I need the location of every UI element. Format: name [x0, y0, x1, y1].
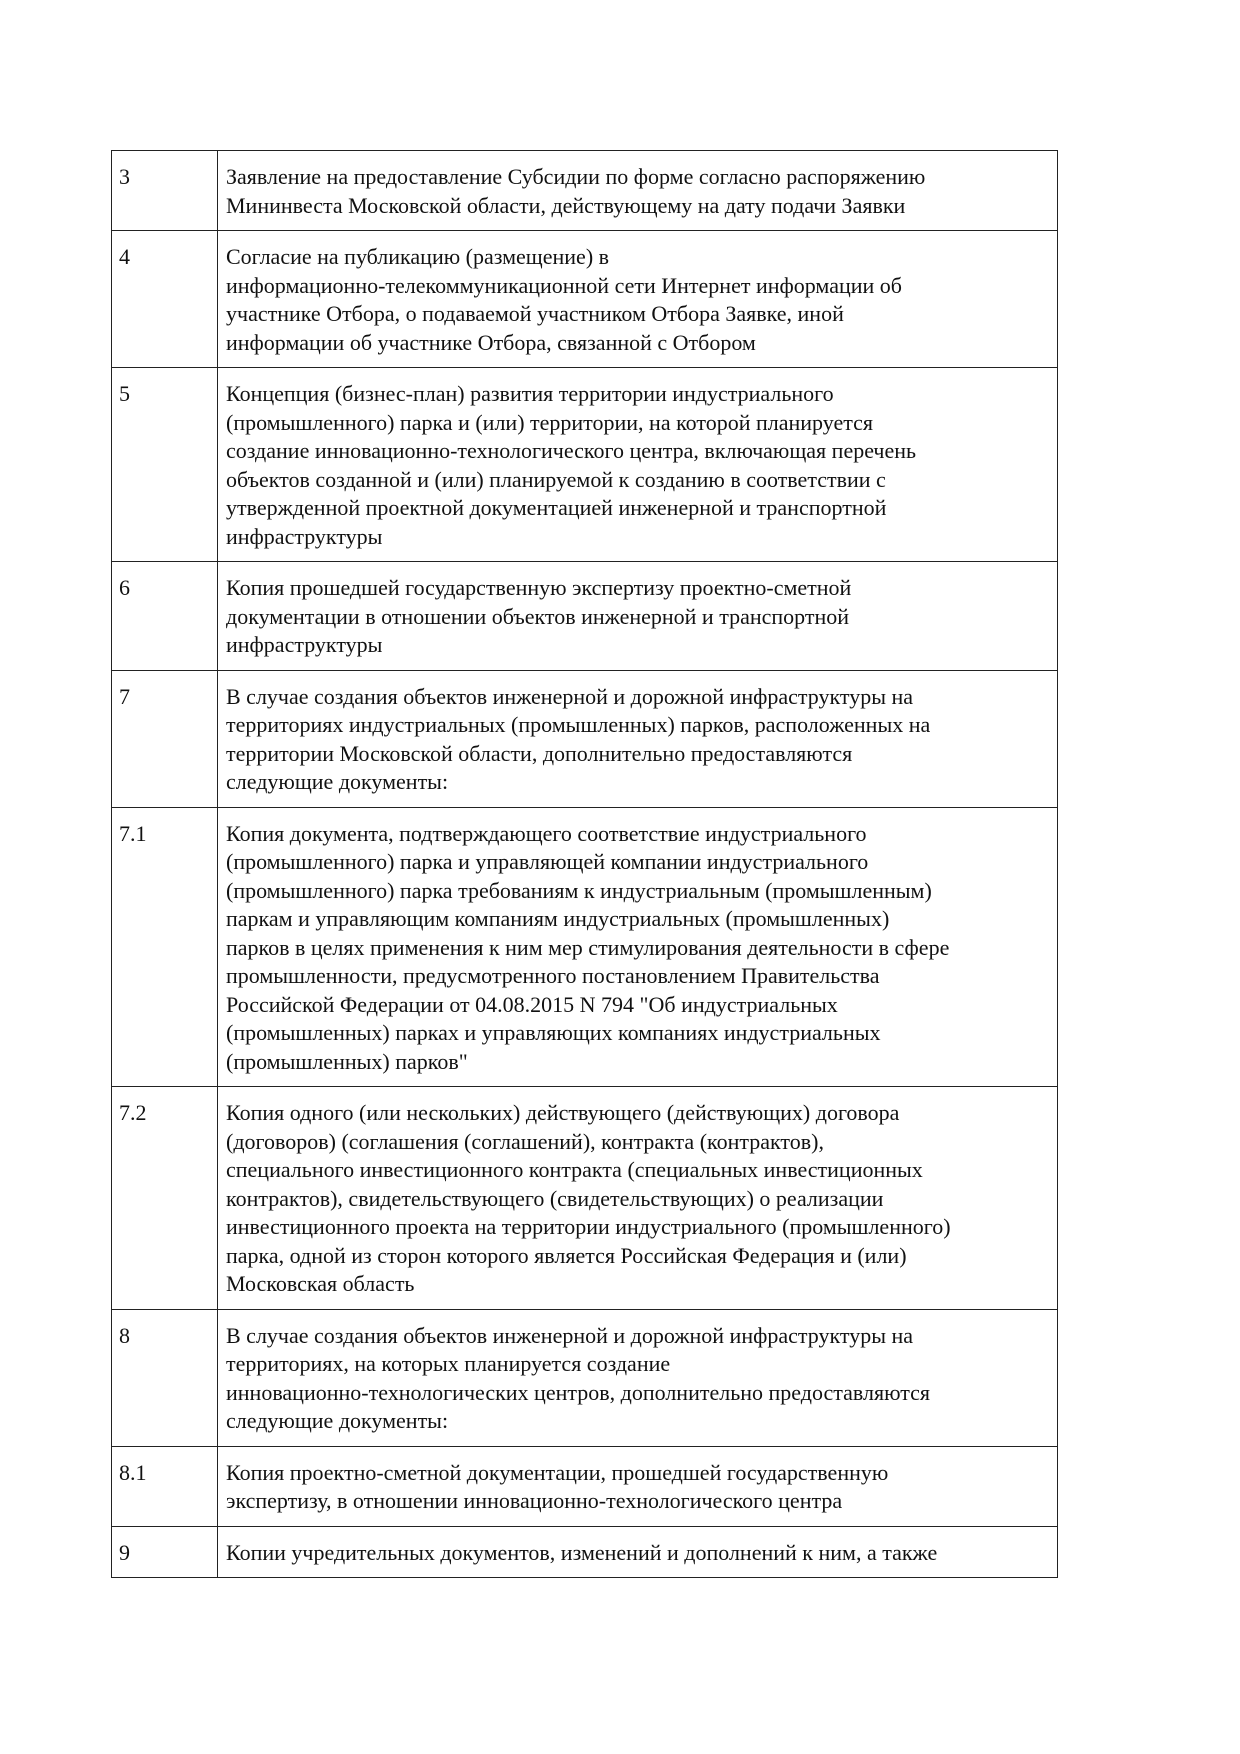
- row-number: 3: [112, 151, 218, 231]
- row-text: Копия документа, подтверждающего соответствие индустриального (промышленного) парка и управляющей компании индустриального (промышленного) парка требованиям к индустриальным (промышленным) паркам и управляющим компаниям индустриальных (промышленных) парков в целях применения к ним мер стимулирования деятельности в сфере промышленности, предусмотренного постановлением Правительства Российской Федерации от 04.08.2015 N 794 "Об индустриальных (промышленных) парках и управляющих компаниях индустриальных (промышленных) парков": [218, 807, 1058, 1087]
- row-number: 7.1: [112, 807, 218, 1087]
- row-text: Копии учредительных документов, изменений и дополнений к ним, а также: [218, 1526, 1058, 1578]
- row-text: В случае создания объектов инженерной и дорожной инфраструктуры на территориях индустриальных (промышленных) парков, расположенных на территории Московской области, дополнительно предоставляются следующие документы:: [218, 670, 1058, 807]
- table-row: [112, 562, 1058, 671]
- table-row: [112, 670, 1058, 807]
- row-number: 9: [112, 1526, 218, 1578]
- row-text: Копия прошедшей государственную экспертизу проектно-сметной документации в отношении объектов инженерной и транспортной инфраструктуры: [218, 562, 1058, 671]
- table-row: [112, 1446, 1058, 1526]
- row-text: Согласие на публикацию (размещение) в информационно-телекоммуникационной сети Интернет информации об участнике Отбора, о подаваемой участником Отбора Заявке, иной информации об участнике Отбора, связанной с Отбором: [218, 231, 1058, 368]
- row-text: Концепция (бизнес-план) развития территории индустриального (промышленного) парка и (или) территории, на которой планируется создание инновационно-технологического центра, включающая перечень объектов созданной и (или) планируемой к созданию в соответствии с утвержденной проектной документацией инженерной и транспортной инфраструктуры: [218, 368, 1058, 562]
- row-text: Копия одного (или нескольких) действующего (действующих) договора (договоров) (соглашения (соглашений), контракта (контрактов), специального инвестиционного контракта (специальных инвестиционных контрактов), свидетельствующего (свидетельствующих) о реализации инвестиционного проекта на территории индустриального (промышленного) парка, одной из сторон которого является Российская Федерация и (или) Московская область: [218, 1087, 1058, 1310]
- row-text: В случае создания объектов инженерной и дорожной инфраструктуры на территориях, на которых планируется создание инновационно-технологических центров, дополнительно предоставляются следующие документы:: [218, 1309, 1058, 1446]
- documents-table: [111, 150, 1058, 1578]
- table-row: [112, 807, 1058, 1087]
- documents-table-body: [112, 151, 1058, 1578]
- table-row: [112, 1087, 1058, 1310]
- table-row: [112, 1309, 1058, 1446]
- table-row: [112, 1526, 1058, 1578]
- row-number: 7.2: [112, 1087, 218, 1310]
- table-row: [112, 368, 1058, 562]
- table-row: [112, 151, 1058, 231]
- row-number: 5: [112, 368, 218, 562]
- row-number: 8.1: [112, 1446, 218, 1526]
- row-text: Копия проектно-сметной документации, прошедшей государственную экспертизу, в отношении инновационно-технологического центра: [218, 1446, 1058, 1526]
- row-number: 6: [112, 562, 218, 671]
- row-number: 7: [112, 670, 218, 807]
- row-number: 4: [112, 231, 218, 368]
- row-text: Заявление на предоставление Субсидии по форме согласно распоряжению Мининвеста Московской области, действующему на дату подачи Заявки: [218, 151, 1058, 231]
- table-row: [112, 231, 1058, 368]
- row-number: 8: [112, 1309, 218, 1446]
